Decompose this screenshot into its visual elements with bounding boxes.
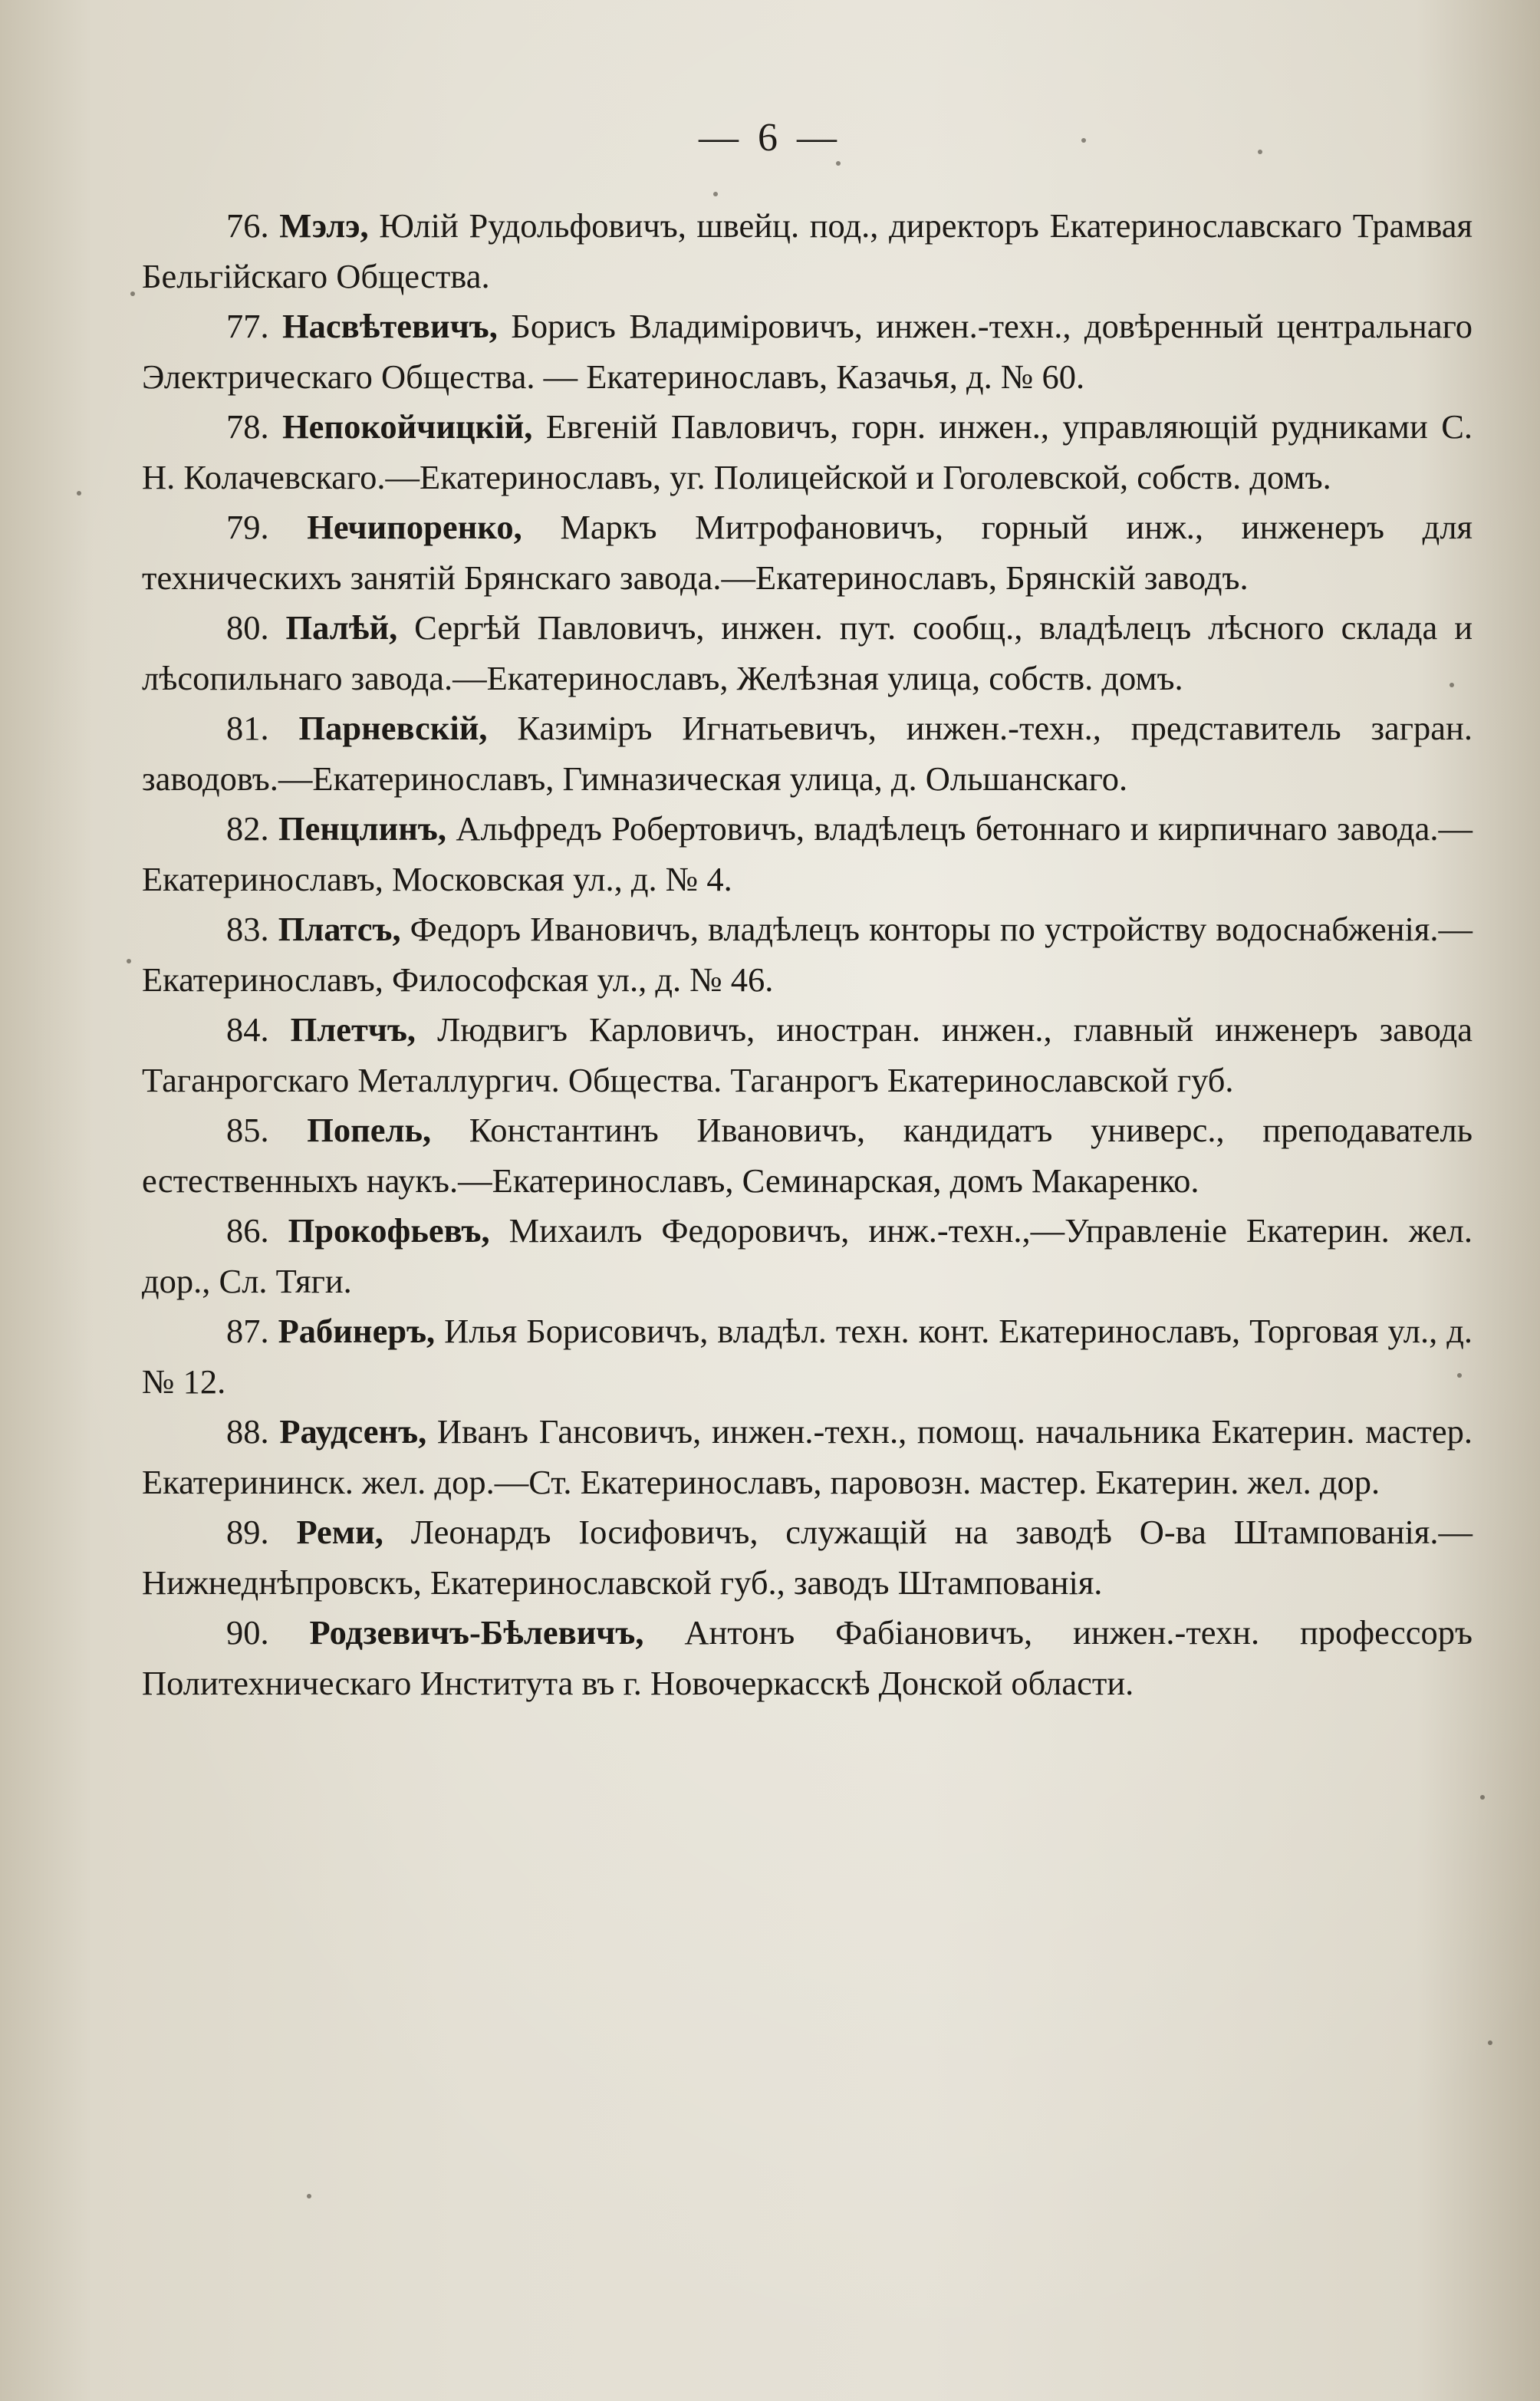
- entry-82: [142, 804, 1473, 904]
- entry-surname: Парневскій,: [298, 709, 488, 747]
- entry-86: [142, 1206, 1473, 1306]
- entries-list: [142, 201, 1473, 1708]
- entry-surname: Прокофьевъ,: [288, 1211, 490, 1250]
- entry-details: Константинъ Ивановичъ, кандидатъ универс., преподаватель естественныхъ наукъ.—Екатеринославъ, Семинарская, домъ Макаренко.: [142, 1111, 1473, 1200]
- entry-number: 82.: [226, 809, 269, 848]
- entry-79: [142, 502, 1473, 603]
- entry-surname: Реми,: [296, 1513, 383, 1551]
- entry-85: [142, 1105, 1473, 1206]
- entry-surname: Непокойчицкій,: [282, 407, 533, 446]
- entry-surname: Насвѣтевичъ,: [282, 307, 498, 345]
- entry-number: 83.: [226, 910, 269, 948]
- entry-surname: Попель,: [307, 1111, 432, 1149]
- entry-details: Федоръ Ивановичъ, владѣлецъ конторы по устройству водоснабженія.—Екатеринославъ, Философская ул., д. № 46.: [142, 910, 1473, 999]
- entry-87: [142, 1306, 1473, 1407]
- entry-surname: Родзевичъ-Бѣлевичъ,: [309, 1613, 644, 1652]
- entry-80: [142, 603, 1473, 703]
- entry-details: Евгеній Павловичъ, горн. инжен., управляющій рудниками С. Н. Колачевскаго.—Екатеринославъ, уг. Полицейской и Гоголевской, собств. домъ.: [142, 407, 1473, 496]
- entry-details: Борисъ Владиміровичъ, инжен.-техн., довѣренный центральнаго Электрическаго Общества. — Екатеринославъ, Казачья, д. № 60.: [142, 307, 1473, 396]
- print-speck: [1488, 2040, 1492, 2045]
- entry-details: Илья Борисовичъ, владѣл. техн. конт. Екатеринославъ, Торговая ул., д. № 12.: [142, 1312, 1473, 1401]
- entry-89: [142, 1507, 1473, 1608]
- entry-81: [142, 703, 1473, 804]
- entry-number: 89.: [226, 1513, 269, 1551]
- entry-number: 87.: [226, 1312, 269, 1350]
- print-speck: [130, 291, 135, 296]
- print-speck: [713, 192, 718, 196]
- print-speck: [1081, 138, 1086, 143]
- print-speck: [1258, 150, 1262, 154]
- entry-surname: Рабинеръ,: [278, 1312, 436, 1350]
- entry-details: Юлій Рудольфовичъ, швейц. под., директоръ Екатеринославскаго Трамвая Бельгійскаго Общества.: [142, 206, 1473, 295]
- entry-details: Антонъ Фабіановичъ, инжен.-техн. профессоръ Политехническаго Института въ г. Новочеркасскѣ Донской области.: [142, 1613, 1473, 1702]
- entry-number: 78.: [226, 407, 269, 446]
- entry-90: [142, 1608, 1473, 1708]
- entry-details: Маркъ Митрофановичъ, горный инж., инженеръ для техническихъ занятій Брянскаго завода.—Екатеринославъ, Брянскій заводъ.: [142, 508, 1473, 597]
- print-speck: [307, 2194, 311, 2198]
- entry-77: [142, 301, 1473, 402]
- entry-details: Казиміръ Игнатьевичъ, инжен.-техн., представитель загран. заводовъ.—Екатеринославъ, Гимназическая улица, д. Ольшанскаго.: [142, 709, 1473, 798]
- entry-84: [142, 1005, 1473, 1105]
- entry-surname: Нечипоренко,: [307, 508, 522, 546]
- entry-details: Иванъ Гансовичъ, инжен.-техн., помощ. начальника Екатерин. мастер. Екатерининск. жел. дор.—Ст. Екатеринославъ, паровозн. мастер. Екатерин. жел. дор.: [142, 1412, 1473, 1501]
- entry-details: Сергѣй Павловичъ, инжен. пут. сообщ., владѣлецъ лѣсного склада и лѣсопильнаго завода.—Екатеринославъ, Желѣзная улица, собств. домъ.: [142, 608, 1473, 697]
- entry-surname: Платсъ,: [278, 910, 401, 948]
- print-speck: [77, 491, 81, 496]
- entry-details: Альфредъ Робертовичъ, владѣлецъ бетоннаго и кирпичнаго завода.—Екатеринославъ, Московская ул., д. № 4.: [142, 809, 1473, 898]
- entry-number: 80.: [226, 608, 269, 647]
- entry-number: 77.: [226, 307, 269, 345]
- entry-78: [142, 402, 1473, 502]
- print-speck: [836, 161, 841, 166]
- entry-surname: Плетчъ,: [290, 1010, 416, 1049]
- page-number: — 6 —: [699, 116, 841, 160]
- entry-details: Леонардъ Іосифовичъ, служащій на заводѣ О-ва Штампованія.—Нижнеднѣпровскъ, Екатеринославской губ., заводъ Штампованія.: [142, 1513, 1473, 1602]
- entry-number: 84.: [226, 1010, 269, 1049]
- entry-number: 81.: [226, 709, 269, 747]
- entry-88: [142, 1407, 1473, 1507]
- entry-surname: Раудсенъ,: [279, 1412, 427, 1451]
- print-speck: [127, 959, 131, 963]
- entry-details: Людвигъ Карловичъ, иностран. инжен., главный инженеръ завода Таганрогскаго Металлургич. Общества. Таганрогъ Екатеринославской губ.: [142, 1010, 1473, 1099]
- entry-number: 86.: [226, 1211, 269, 1250]
- entry-surname: Палѣй,: [285, 608, 398, 647]
- entry-number: 90.: [226, 1613, 269, 1652]
- entry-number: 76.: [226, 206, 269, 245]
- entry-number: 88.: [226, 1412, 269, 1451]
- entry-number: 85.: [226, 1111, 269, 1149]
- entry-76: [142, 201, 1473, 301]
- entry-details: Михаилъ Федоровичъ, инж.-техн.,—Управленіе Екатерин. жел. дор., Сл. Тяги.: [142, 1211, 1473, 1300]
- entry-83: [142, 904, 1473, 1005]
- entry-surname: Мэлэ,: [279, 206, 369, 245]
- entry-number: 79.: [226, 508, 269, 546]
- entry-surname: Пенцлинъ,: [278, 809, 446, 848]
- print-speck: [1480, 1795, 1485, 1800]
